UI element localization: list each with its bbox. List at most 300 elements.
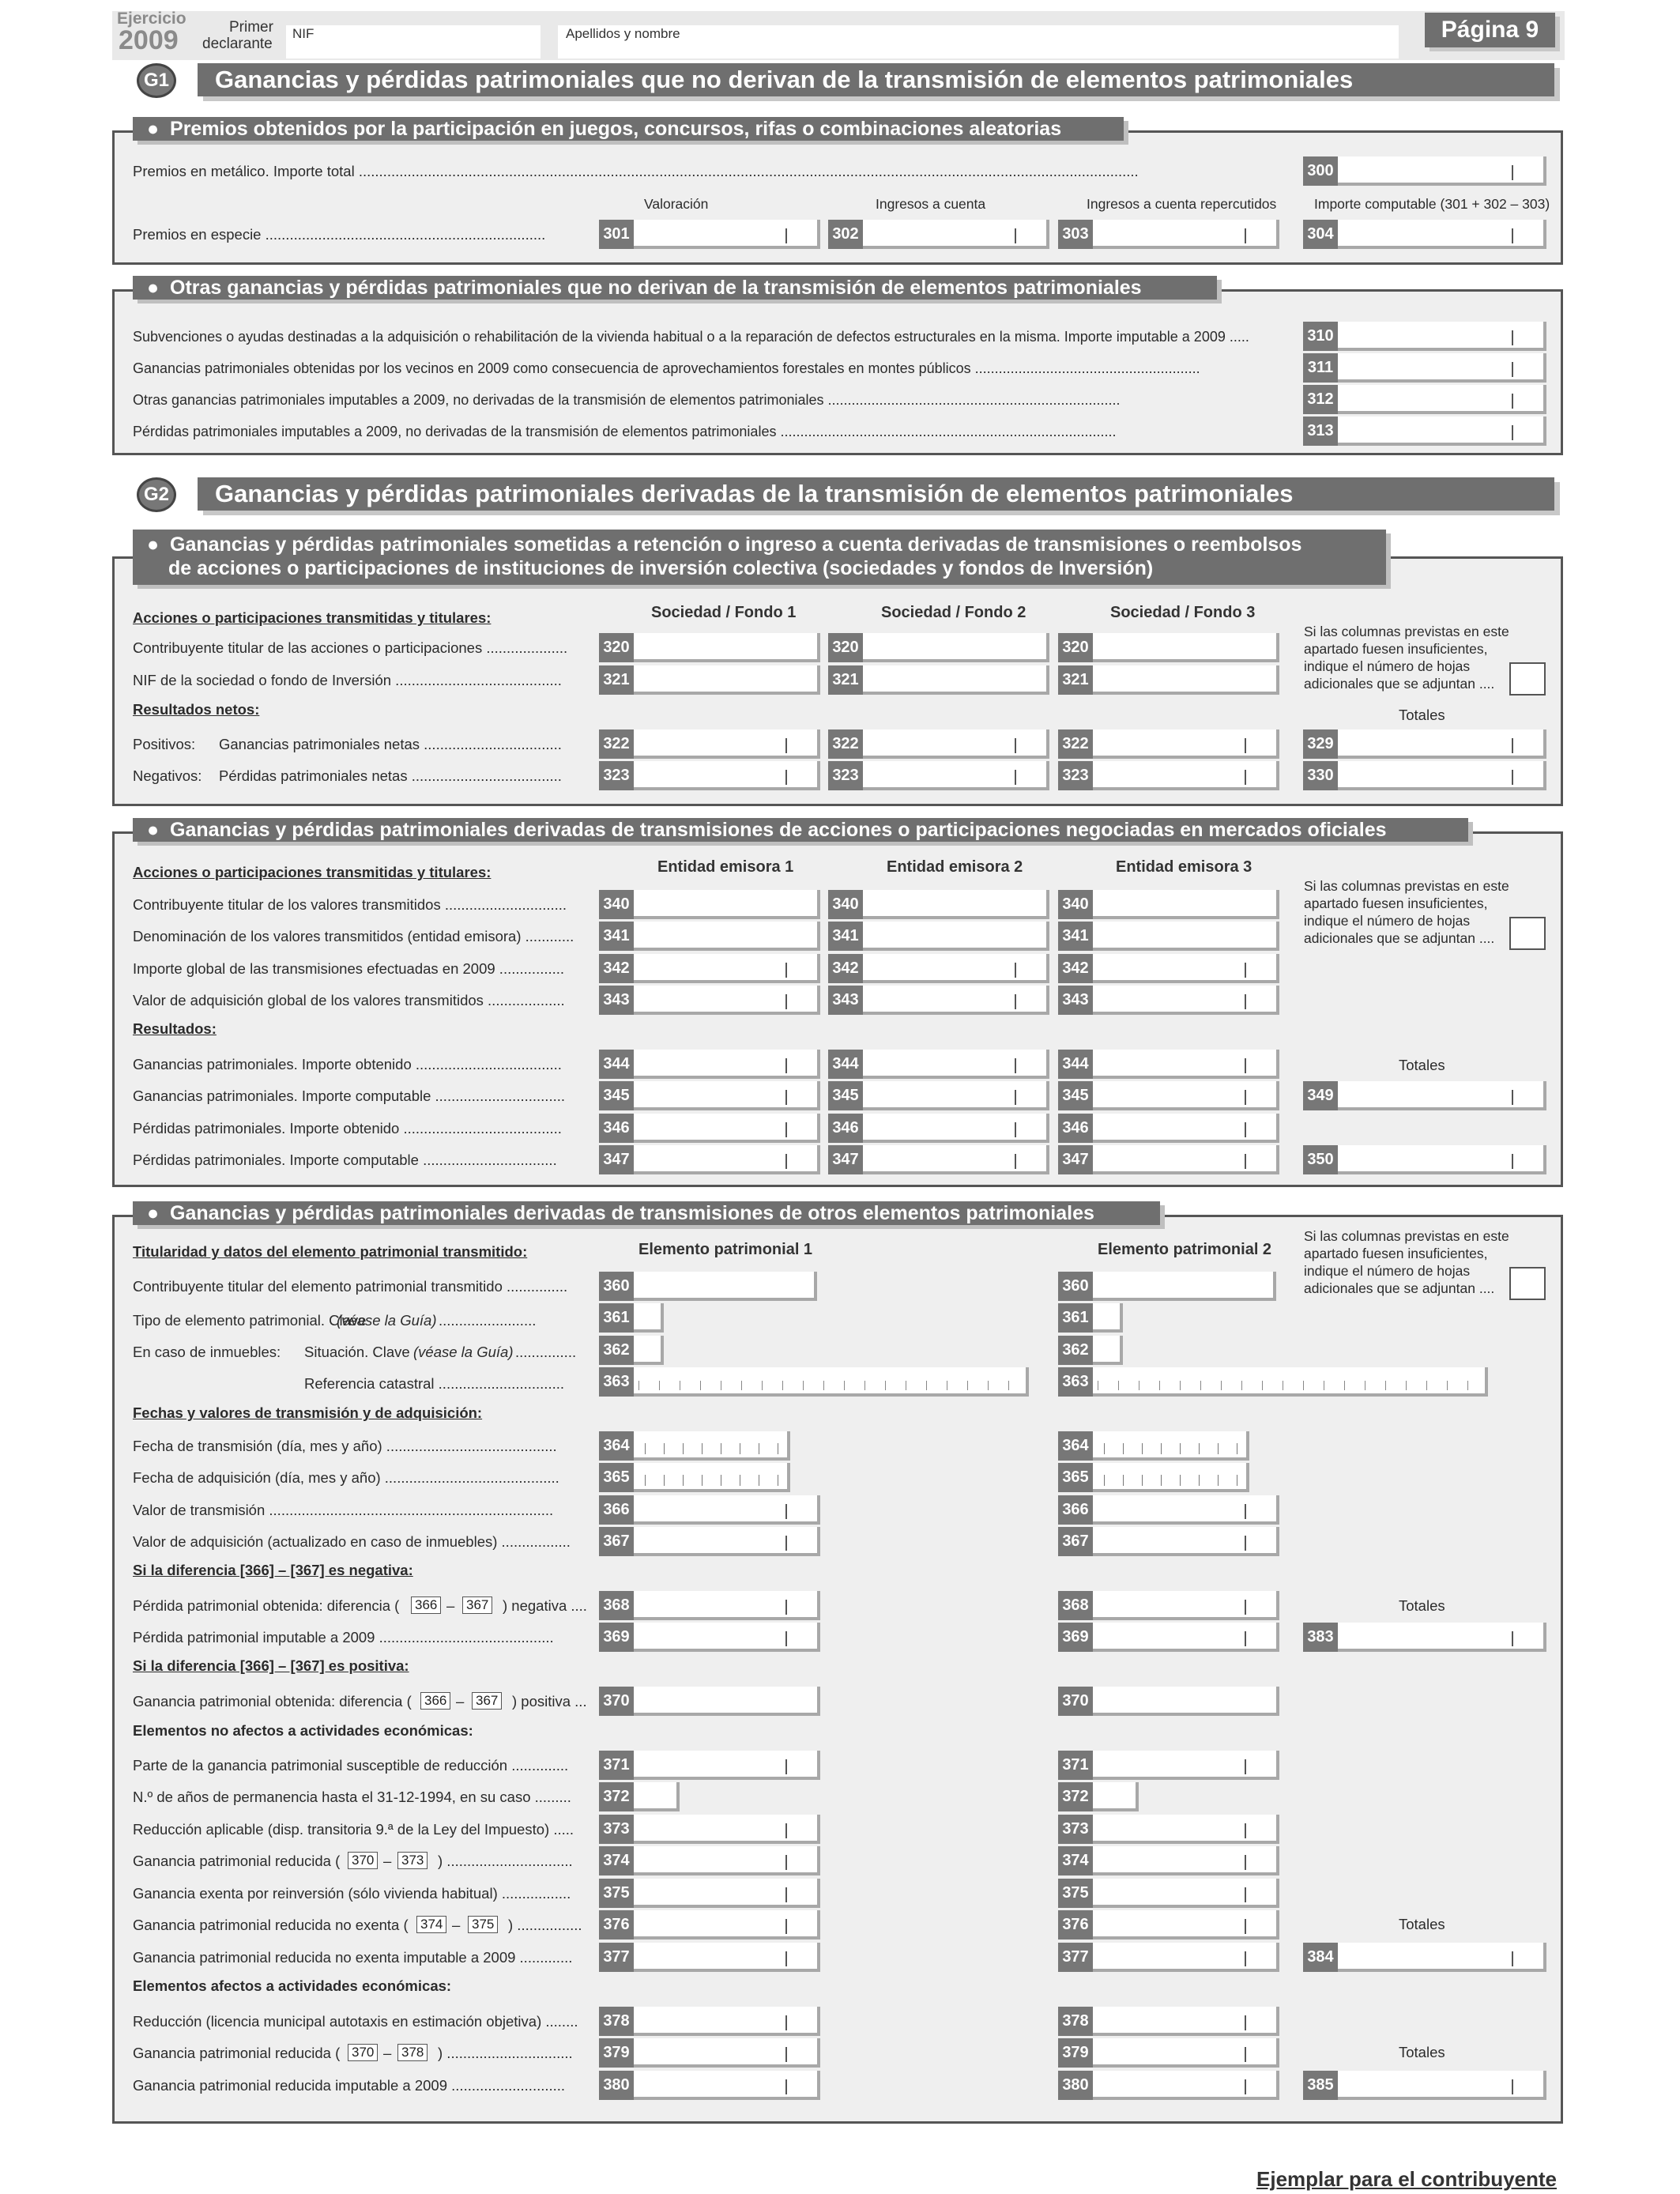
- input-320-col2[interactable]: [863, 633, 1049, 662]
- box-code-367-elem1: 367: [599, 1527, 634, 1556]
- input-363-elem2[interactable]: [1093, 1367, 1488, 1397]
- box-code-378-elem2: 378: [1058, 2007, 1093, 2036]
- box-code-372-elem1: 372: [599, 1782, 634, 1811]
- s5-subheading-2: Fechas y valores de transmisión y de adquisición:: [133, 1404, 483, 1421]
- input-310[interactable]: [1338, 322, 1546, 351]
- input-343-col3[interactable]: [1093, 986, 1279, 1015]
- box-code-362-elem1: 362: [599, 1336, 634, 1365]
- input-368-elem2[interactable]: [1093, 1591, 1279, 1620]
- input-367-elem1[interactable]: [634, 1527, 820, 1556]
- box-code-323-col2: 323: [828, 761, 863, 790]
- input-374-elem2[interactable]: [1093, 1846, 1279, 1875]
- box-code-379-elem2: 379: [1058, 2038, 1093, 2068]
- box-code-363-elem2: 363: [1058, 1367, 1093, 1397]
- s4-extra-sheets-input[interactable]: [1509, 917, 1546, 950]
- section-mercados-header: ● Ganancias y pérdidas patrimoniales derivadas de transmisiones de acciones o participaciones negociadas en mercados oficiales: [133, 818, 1468, 842]
- input-373-elem2[interactable]: [1093, 1815, 1279, 1844]
- box-code-361-elem2: 361: [1058, 1303, 1093, 1333]
- dash-symbol: –: [383, 2045, 392, 2061]
- input-350[interactable]: [1338, 1145, 1546, 1174]
- input-323-col3[interactable]: [1093, 761, 1279, 790]
- box-code-313: 313: [1303, 417, 1338, 446]
- input-366-elem2[interactable]: [1093, 1495, 1279, 1525]
- input-374-elem1[interactable]: [634, 1846, 820, 1875]
- input-365-elem2[interactable]: [1093, 1463, 1249, 1492]
- input-362-elem2[interactable]: [1093, 1336, 1123, 1365]
- box-code-361-elem1: 361: [599, 1303, 634, 1333]
- input-321-col1[interactable]: [634, 665, 820, 695]
- box-code-345-col2: 345: [828, 1081, 863, 1110]
- s3-subheading: Acciones o participaciones transmitidas y titulares:: [133, 609, 492, 626]
- box-code-364-elem2: 364: [1058, 1431, 1093, 1461]
- s3-totales-label: Totales: [1399, 707, 1445, 723]
- input-370-elem2[interactable]: [1093, 1687, 1279, 1716]
- section-iic-header: ● Ganancias y pérdidas patrimoniales sometidas a retención o ingreso a cuenta derivadas de transmisiones o reembolsos de acciones o participaciones de instituciones de inversión colectiva (sociedades y fondos de Inversión): [133, 530, 1386, 585]
- label-374a: Ganancia patrimonial reducida (: [133, 1853, 341, 1869]
- input-330[interactable]: [1338, 761, 1546, 790]
- box-code-341-col1: 341: [599, 922, 634, 951]
- box-code-320-col3: 320: [1058, 633, 1093, 662]
- box-code-373-elem1: 373: [599, 1815, 634, 1844]
- box-code-360-elem2: 360: [1058, 1272, 1093, 1301]
- box-code-380-elem1: 380: [599, 2071, 634, 2100]
- label-373: Reducción aplicable (disp. transitoria 9.ª de la Ley del Impuesto) .....: [133, 1821, 574, 1838]
- input-360-elem2[interactable]: [1093, 1272, 1276, 1301]
- input-364-elem1[interactable]: [634, 1431, 790, 1461]
- col-sociedad-3: Sociedad / Fondo 3: [1110, 604, 1256, 621]
- input-376-elem1[interactable]: [634, 1910, 820, 1940]
- input-379-elem1[interactable]: [634, 2038, 820, 2068]
- col-entidad-1: Entidad emisora 1: [657, 858, 794, 876]
- box-code-343-col3: 343: [1058, 986, 1093, 1015]
- box-code-343-col1: 343: [599, 986, 634, 1015]
- input-372-elem2[interactable]: [1093, 1782, 1139, 1811]
- g2-title: Ganancias y pérdidas patrimoniales derivadas de la transmisión de elementos patrimoniales: [198, 477, 1554, 511]
- box-code-340-col1: 340: [599, 890, 634, 919]
- nif-field[interactable]: [286, 25, 541, 58]
- input-323-col1[interactable]: [634, 761, 820, 790]
- col-sociedad-1: Sociedad / Fondo 1: [651, 604, 797, 621]
- box-code-344-col1: 344: [599, 1050, 634, 1079]
- label-360: Contribuyente titular del elemento patrimonial transmitido ...............: [133, 1278, 568, 1295]
- input-346-col3[interactable]: [1093, 1114, 1279, 1143]
- input-375-elem1[interactable]: [634, 1879, 820, 1908]
- header-ingresos-repercutidos: Ingresos a cuenta repercutidos: [1087, 196, 1277, 212]
- input-385[interactable]: [1338, 2071, 1546, 2100]
- label-301: Premios en especie .....................................................................: [133, 226, 546, 243]
- footer-text: Ejemplar para el contribuyente: [1256, 2167, 1558, 2191]
- s3-resultados: Resultados netos:: [133, 701, 260, 718]
- col-entidad-2: Entidad emisora 2: [887, 858, 1023, 876]
- box-code-363-elem1: 363: [599, 1367, 634, 1397]
- primer-label: Primer: [229, 19, 273, 36]
- g2-badge: G2: [137, 477, 176, 512]
- input-345-col3[interactable]: [1093, 1081, 1279, 1110]
- box-code-346-col2: 346: [828, 1114, 863, 1143]
- box-code-321-col3: 321: [1058, 665, 1093, 695]
- label-323: Pérdidas patrimoniales netas .....................................: [219, 767, 562, 784]
- s5-totales-2: Totales: [1399, 1916, 1445, 1932]
- label-361a: Tipo de elemento patrimonial. Clave: [133, 1312, 367, 1329]
- box-code-383: 383: [1303, 1623, 1338, 1652]
- input-321-col2[interactable]: [863, 665, 1049, 695]
- box-code-345-col1: 345: [599, 1081, 634, 1110]
- input-343-col1[interactable]: [634, 986, 820, 1015]
- ref-370: 370: [348, 1852, 378, 1869]
- box-code-372-elem2: 372: [1058, 1782, 1093, 1811]
- box-code-329: 329: [1303, 729, 1338, 759]
- input-377-elem1[interactable]: [634, 1943, 820, 1972]
- box-code-376-elem2: 376: [1058, 1910, 1093, 1940]
- input-384[interactable]: [1338, 1943, 1546, 1972]
- input-322-col2[interactable]: [863, 729, 1049, 759]
- label-376a: Ganancia patrimonial reducida no exenta (: [133, 1917, 409, 1933]
- section-otros-elementos-header: ● Ganancias y pérdidas patrimoniales derivadas de transmisiones de otros elementos patrimoniales: [133, 1201, 1160, 1225]
- box-code-320-col1: 320: [599, 633, 634, 662]
- box-code-304: 304: [1303, 220, 1338, 249]
- ref-367: 367: [462, 1596, 492, 1614]
- box-code-344-col2: 344: [828, 1050, 863, 1079]
- input-368-elem1[interactable]: [634, 1591, 820, 1620]
- input-378-elem2[interactable]: [1093, 2007, 1279, 2036]
- ref-375: 375: [468, 1916, 498, 1933]
- ref-374: 374: [416, 1916, 446, 1933]
- box-code-374-elem2: 374: [1058, 1846, 1093, 1875]
- input-361-elem1[interactable]: [634, 1303, 664, 1333]
- box-code-330: 330: [1303, 761, 1338, 790]
- label-362c: ...............: [515, 1344, 577, 1360]
- input-376-elem2[interactable]: [1093, 1910, 1279, 1940]
- input-345-col2[interactable]: [863, 1081, 1049, 1110]
- box-code-341-col3: 341: [1058, 922, 1093, 951]
- label-372: N.º de años de permanencia hasta el 31-12-1994, en su caso .........: [133, 1789, 571, 1805]
- input-341-col1[interactable]: [634, 922, 820, 951]
- box-code-371-elem2: 371: [1058, 1751, 1093, 1780]
- input-378-elem1[interactable]: [634, 2007, 820, 2036]
- input-377-elem2[interactable]: [1093, 1943, 1279, 1972]
- input-383[interactable]: [1338, 1623, 1546, 1652]
- box-code-302: 302: [828, 220, 863, 249]
- box-code-310: 310: [1303, 322, 1338, 351]
- input-369-elem2[interactable]: [1093, 1623, 1279, 1652]
- label-371: Parte de la ganancia patrimonial susceptible de reducción ..............: [133, 1757, 569, 1774]
- input-346-col1[interactable]: [634, 1114, 820, 1143]
- box-code-378-elem1: 378: [599, 2007, 634, 2036]
- input-347-col1[interactable]: [634, 1145, 820, 1174]
- box-code-343-col2: 343: [828, 986, 863, 1015]
- input-341-col2[interactable]: [863, 922, 1049, 951]
- g1-badge: G1: [137, 63, 176, 98]
- g1-title: Ganancias y pérdidas patrimoniales que no derivan de la transmisión de elementos patrimoniales: [198, 63, 1554, 96]
- box-code-369-elem2: 369: [1058, 1623, 1093, 1652]
- label-376b: ) ................: [508, 1917, 582, 1933]
- box-code-379-elem1: 379: [599, 2038, 634, 2068]
- label-362-prefix: En caso de inmuebles:: [133, 1344, 281, 1360]
- declarante-label: declarante: [202, 36, 273, 52]
- label-343: Valor de adquisición global de los valores transmitidos ...................: [133, 992, 565, 1008]
- box-code-340-col3: 340: [1058, 890, 1093, 919]
- box-code-376-elem1: 376: [599, 1910, 634, 1940]
- s5-positiva-heading: Si la diferencia [366] – [367] es positiva:: [133, 1657, 409, 1674]
- box-code-365-elem1: 365: [599, 1463, 634, 1492]
- col-entidad-3: Entidad emisora 3: [1116, 858, 1252, 876]
- input-364-elem2[interactable]: [1093, 1431, 1249, 1461]
- box-code-377-elem2: 377: [1058, 1943, 1093, 1972]
- ref-366: 366: [411, 1596, 441, 1614]
- input-302[interactable]: [863, 220, 1049, 249]
- s5-note: Si las columnas previstas en este apartado fuesen insuficientes, indique el número de hojas adicionales que se adjuntan ....: [1304, 1228, 1509, 1296]
- box-code-368-elem2: 368: [1058, 1591, 1093, 1620]
- label-313: Pérdidas patrimoniales imputables a 2009, no derivadas de la transmisión de elementos patrimoniales .....................................................................................: [133, 424, 1117, 439]
- label-370a: Ganancia patrimonial obtenida: diferencia (: [133, 1693, 412, 1710]
- input-304[interactable]: [1338, 220, 1546, 249]
- input-347-col3[interactable]: [1093, 1145, 1279, 1174]
- input-346-col2[interactable]: [863, 1114, 1049, 1143]
- input-362-elem1[interactable]: [634, 1336, 664, 1365]
- input-361-elem2[interactable]: [1093, 1303, 1123, 1333]
- label-379a: Ganancia patrimonial reducida (: [133, 2045, 341, 2061]
- label-345: Ganancias patrimoniales. Importe computable ................................: [133, 1088, 566, 1104]
- input-380-elem2[interactable]: [1093, 2071, 1279, 2100]
- box-code-362-elem2: 362: [1058, 1336, 1093, 1365]
- label-362a: Situación. Clave: [304, 1344, 410, 1360]
- box-code-322-col1: 322: [599, 729, 634, 759]
- label-positivos: Positivos:: [133, 736, 196, 752]
- box-code-385: 385: [1303, 2071, 1338, 2100]
- input-341-col3[interactable]: [1093, 922, 1279, 951]
- label-311: Ganancias patrimoniales obtenidas por los vecinos en 2009 como consecuencia de aprovechamientos forestales en montes públicos .........................................................: [133, 360, 1200, 376]
- box-code-321-col2: 321: [828, 665, 863, 695]
- input-323-col2[interactable]: [863, 761, 1049, 790]
- input-303[interactable]: [1093, 220, 1279, 249]
- input-342-col2[interactable]: [863, 954, 1049, 983]
- input-320-col3[interactable]: [1093, 633, 1279, 662]
- s5-negativa-heading: Si la diferencia [366] – [367] es negativa:: [133, 1562, 413, 1578]
- box-code-366-elem1: 366: [599, 1495, 634, 1525]
- ref-366b: 366: [420, 1692, 450, 1710]
- label-312: Otras ganancias patrimoniales imputables a 2009, no derivadas de la transmisión de elementos patrimoniales ..........................................................................: [133, 392, 1121, 408]
- s5-subheading: Titularidad y datos del elemento patrimonial transmitido:: [133, 1243, 528, 1260]
- dash-symbol: –: [456, 1693, 465, 1710]
- box-code-367-elem2: 367: [1058, 1527, 1093, 1556]
- box-code-366-elem2: 366: [1058, 1495, 1093, 1525]
- input-320-col1[interactable]: [634, 633, 820, 662]
- label-321: NIF de la sociedad o fondo de Inversión .........................................: [133, 672, 562, 688]
- label-368b: ) negativa ....: [503, 1597, 587, 1614]
- year-label: 2009: [119, 25, 179, 55]
- col-sociedad-2: Sociedad / Fondo 2: [881, 604, 1026, 621]
- input-347-col2[interactable]: [863, 1145, 1049, 1174]
- box-code-322-col2: 322: [828, 729, 863, 759]
- box-code-301: 301: [599, 220, 634, 249]
- input-370-elem1[interactable]: [634, 1687, 820, 1716]
- box-code-350: 350: [1303, 1145, 1338, 1174]
- label-367: Valor de adquisición (actualizado en caso de inmuebles) .................: [133, 1533, 571, 1550]
- box-code-349: 349: [1303, 1081, 1338, 1110]
- label-380: Ganancia patrimonial reducida imputable a 2009 ............................: [133, 2077, 566, 2094]
- box-code-312: 312: [1303, 385, 1338, 414]
- label-363: Referencia catastral ...............................: [304, 1375, 564, 1392]
- label-374b: ) ...............................: [438, 1853, 573, 1869]
- label-300: Premios en metálico. Importe total ................................................................................................................................................................................................: [133, 163, 1139, 179]
- box-code-375-elem1: 375: [599, 1879, 634, 1908]
- input-371-elem1[interactable]: [634, 1751, 820, 1780]
- label-365: Fecha de adquisición (día, mes y año) ...........................................: [133, 1469, 559, 1486]
- box-code-323-col3: 323: [1058, 761, 1093, 790]
- input-379-elem2[interactable]: [1093, 2038, 1279, 2068]
- box-code-373-elem2: 373: [1058, 1815, 1093, 1844]
- header-importe-computable: Importe computable (301 + 302 – 303): [1314, 196, 1550, 212]
- box-code-340-col2: 340: [828, 890, 863, 919]
- box-code-300: 300: [1303, 156, 1338, 186]
- s4-note: Si las columnas previstas en este apartado fuesen insuficientes, indique el número de hojas adicionales que se adjuntan ....: [1304, 878, 1509, 946]
- label-340: Contribuyente titular de los valores transmitidos ..............................: [133, 896, 567, 913]
- ejercicio-label: Ejercicio: [117, 9, 186, 28]
- box-code-347-col1: 347: [599, 1145, 634, 1174]
- s4-resultados: Resultados:: [133, 1020, 217, 1037]
- box-code-342-col2: 342: [828, 954, 863, 983]
- input-363-elem1[interactable]: [634, 1367, 1029, 1397]
- input-301[interactable]: [634, 220, 820, 249]
- header-valoracion: Valoración: [644, 196, 709, 212]
- label-368a: Pérdida patrimonial obtenida: diferencia (: [133, 1597, 400, 1614]
- ref-373: 373: [397, 1852, 428, 1869]
- input-322-col3[interactable]: [1093, 729, 1279, 759]
- input-300[interactable]: [1338, 156, 1546, 186]
- input-312[interactable]: [1338, 385, 1546, 414]
- box-code-347-col3: 347: [1058, 1145, 1093, 1174]
- box-code-368-elem1: 368: [599, 1591, 634, 1620]
- label-375: Ganancia exenta por reinversión (sólo vivienda habitual) .................: [133, 1885, 571, 1902]
- label-366: Valor de transmisión ......................................................................: [133, 1502, 554, 1518]
- box-code-377-elem1: 377: [599, 1943, 634, 1972]
- s5-afectos: Elementos afectos a actividades económicas:: [133, 1977, 452, 1994]
- col-elemento-2: Elemento patrimonial 2: [1098, 1241, 1272, 1258]
- box-code-364-elem1: 364: [599, 1431, 634, 1461]
- box-code-365-elem2: 365: [1058, 1463, 1093, 1492]
- box-code-323-col1: 323: [599, 761, 634, 790]
- label-370b: ) positiva ...: [512, 1693, 587, 1710]
- label-364: Fecha de transmisión (día, mes y año) ..........................................: [133, 1438, 557, 1454]
- s5-totales-3: Totales: [1399, 2044, 1445, 2060]
- input-360-elem1[interactable]: [634, 1272, 817, 1301]
- s4-totales-label: Totales: [1399, 1057, 1445, 1073]
- input-373-elem1[interactable]: [634, 1815, 820, 1844]
- header-ingresos-cuenta: Ingresos a cuenta: [876, 196, 986, 212]
- dash-symbol: –: [383, 1853, 392, 1869]
- input-345-col1[interactable]: [634, 1081, 820, 1110]
- input-344-col2[interactable]: [863, 1050, 1049, 1079]
- input-321-col3[interactable]: [1093, 665, 1279, 695]
- col-elemento-1: Elemento patrimonial 1: [638, 1241, 813, 1258]
- label-347: Pérdidas patrimoniales. Importe computable .................................: [133, 1152, 557, 1168]
- input-367-elem2[interactable]: [1093, 1527, 1279, 1556]
- box-code-342-col1: 342: [599, 954, 634, 983]
- apellidos-label: Apellidos y nombre: [566, 26, 680, 41]
- label-378: Reducción (licencia municipal autotaxis en estimación objetiva) ........: [133, 2013, 578, 2030]
- label-310: Subvenciones o ayudas destinadas a la adquisición o rehabilitación de la vivienda habitual o a la reparación de defectos estructurales en la misma. Importe imputable a 2009 .....: [133, 329, 1249, 345]
- label-369: Pérdida patrimonial imputable a 2009 ...........................................: [133, 1629, 554, 1646]
- input-329[interactable]: [1338, 729, 1546, 759]
- label-379b: ) ...............................: [438, 2045, 573, 2061]
- box-code-375-elem2: 375: [1058, 1879, 1093, 1908]
- input-344-col1[interactable]: [634, 1050, 820, 1079]
- box-code-303: 303: [1058, 220, 1093, 249]
- box-code-384: 384: [1303, 1943, 1338, 1972]
- input-340-col3[interactable]: [1093, 890, 1279, 919]
- box-code-344-col3: 344: [1058, 1050, 1093, 1079]
- input-340-col1[interactable]: [634, 890, 820, 919]
- box-code-360-elem1: 360: [599, 1272, 634, 1301]
- box-code-371-elem1: 371: [599, 1751, 634, 1780]
- label-320: Contribuyente titular de las acciones o participaciones ....................: [133, 639, 568, 656]
- s3-extra-sheets-input[interactable]: [1509, 662, 1546, 696]
- box-code-346-col3: 346: [1058, 1114, 1093, 1143]
- input-322-col1[interactable]: [634, 729, 820, 759]
- input-371-elem2[interactable]: [1093, 1751, 1279, 1780]
- apellidos-field[interactable]: [558, 25, 1399, 58]
- input-343-col2[interactable]: [863, 986, 1049, 1015]
- input-365-elem1[interactable]: [634, 1463, 790, 1492]
- s5-no-afectos: Elementos no afectos a actividades económicas:: [133, 1722, 473, 1739]
- input-311[interactable]: [1338, 353, 1546, 383]
- input-342-col1[interactable]: [634, 954, 820, 983]
- box-code-347-col2: 347: [828, 1145, 863, 1174]
- input-380-elem1[interactable]: [634, 2071, 820, 2100]
- label-346: Pérdidas patrimoniales. Importe obtenido .......................................: [133, 1120, 562, 1137]
- label-342: Importe global de las transmisiones efectuadas en 2009 ................: [133, 960, 565, 977]
- box-code-369-elem1: 369: [599, 1623, 634, 1652]
- input-313[interactable]: [1338, 417, 1546, 446]
- label-344: Ganancias patrimoniales. Importe obtenido ....................................: [133, 1056, 562, 1072]
- box-code-322-col3: 322: [1058, 729, 1093, 759]
- nif-label: NIF: [292, 26, 315, 41]
- box-code-346-col1: 346: [599, 1114, 634, 1143]
- section-premios-header: ● Premios obtenidos por la participación en juegos, concursos, rifas o combinaciones aleatorias: [133, 117, 1124, 141]
- dash-symbol: –: [446, 1597, 455, 1614]
- box-code-321-col1: 321: [599, 665, 634, 695]
- input-366-elem1[interactable]: [634, 1495, 820, 1525]
- input-375-elem2[interactable]: [1093, 1879, 1279, 1908]
- label-361b: (véase la Guía): [337, 1312, 437, 1329]
- input-344-col3[interactable]: [1093, 1050, 1279, 1079]
- box-code-380-elem2: 380: [1058, 2071, 1093, 2100]
- input-342-col3[interactable]: [1093, 954, 1279, 983]
- label-322: Ganancias patrimoniales netas ..................................: [219, 736, 562, 752]
- label-377: Ganancia patrimonial reducida no exenta imputable a 2009 .............: [133, 1949, 573, 1966]
- s5-extra-sheets-input[interactable]: [1509, 1267, 1546, 1300]
- input-349[interactable]: [1338, 1081, 1546, 1110]
- label-negativos: Negativos:: [133, 767, 202, 784]
- s3-note: Si las columnas previstas en este apartado fuesen insuficientes, indique el número de hojas adicionales que se adjuntan ....: [1304, 624, 1509, 692]
- ref-370b: 370: [348, 2044, 378, 2061]
- dash-symbol: –: [452, 1917, 461, 1933]
- box-code-374-elem1: 374: [599, 1846, 634, 1875]
- label-361c: ........................: [439, 1312, 537, 1329]
- box-code-370-elem1: 370: [599, 1687, 634, 1716]
- box-code-311: 311: [1303, 353, 1338, 383]
- box-code-320-col2: 320: [828, 633, 863, 662]
- page-number: Página 9: [1425, 13, 1555, 47]
- s4-subheading: Acciones o participaciones transmitidas y titulares:: [133, 864, 492, 880]
- box-code-345-col3: 345: [1058, 1081, 1093, 1110]
- ref-378: 378: [397, 2044, 428, 2061]
- input-369-elem1[interactable]: [634, 1623, 820, 1652]
- label-341: Denominación de los valores transmitidos (entidad emisora) ............: [133, 928, 574, 944]
- input-340-col2[interactable]: [863, 890, 1049, 919]
- section-otras-header: ● Otras ganancias y pérdidas patrimoniales que no derivan de la transmisión de elementos patrimoniales: [133, 276, 1217, 300]
- input-372-elem1[interactable]: [634, 1782, 680, 1811]
